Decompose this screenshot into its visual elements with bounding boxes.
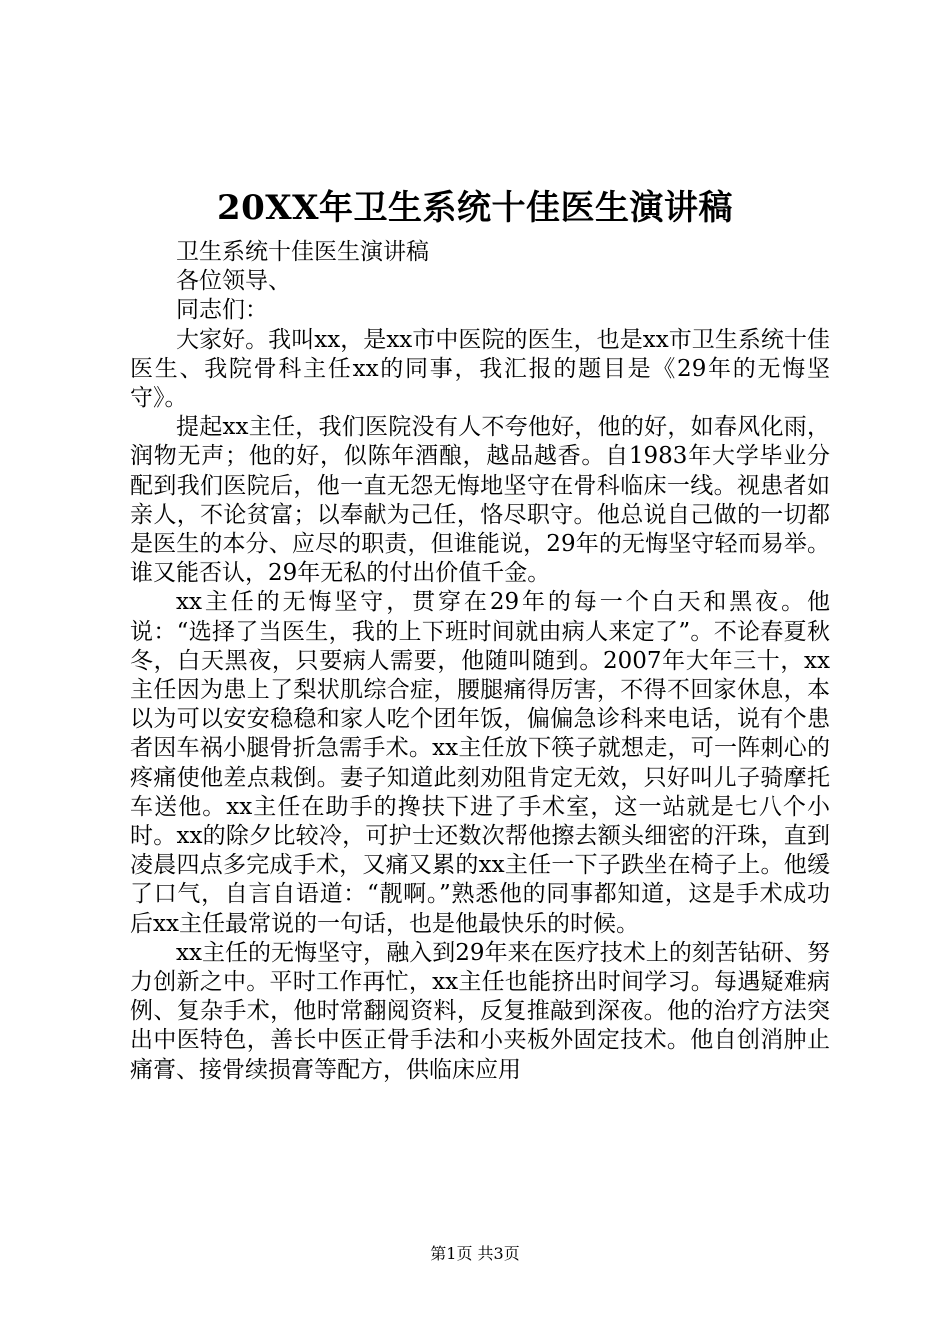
paragraph-dedication: xx主任的无悔坚守，贯穿在29年的每一个白天和黑夜。他说：“选择了当医生，我的上下班时间就由病人来定了”。不论春夏秋冬，白天黑夜，只要病人需要，他随叫随到。2007年大年三十，xx主任因为患上了梨状肌综合症，腰腿痛得厉害，不得不回家休息，本以为可以安安稳稳和家人吃个团年饭，偏偏急诊科来电话，说有个患者因车祸小腿骨折急需手术。xx主任放下筷子就想走，可一阵刺心的疼痛使他差点栽倒。妻子知道此刻劝阻肯定无效，只好叫儿子骑摩托车送他。xx主任在助手的搀扶下进了手术室，这一站就是七八个小时。xx的除夕比较冷，可护士还数次帮他擦去额头细密的汗珠，直到凌晨四点多完成手术，又痛又累的xx主任一下子跌坐在椅子上。他缓了口气，自言自语道：“靓啊。”熟悉他的同事都知道，这是手术成功后xx主任最常说的一句话，也是他最快乐的时候。 [130, 589, 830, 937]
salutation-comrades: 同志们： [176, 297, 268, 324]
paragraph-intro: 大家好。我叫xx，是xx市中医院的医生，也是xx市卫生系统十佳医生、我院骨科主任xx的同事，我汇报的题目是《29年的无悔坚守》。 [130, 326, 830, 412]
document-body [130, 238, 830, 1085]
page-footer: 第1页 共3页 [430, 1244, 520, 1263]
salutation-leaders: 各位领导、 [176, 268, 291, 295]
document-title: 20XX年卫生系统十佳医生演讲稿 [216, 188, 734, 228]
subtitle-line: 卫生系统十佳医生演讲稿 [176, 239, 429, 265]
paragraph-praise: 提起xx主任，我们医院没有人不夸他好，他的好，如春风化雨，润物无声；他的好，似陈年酒酿，越品越香。自1983年大学毕业分配到我们医院后，他一直无怨无悔地坚守在骨科临床一线。视患者如亲人，不论贫富；以奉献为己任，恪尽职守。他总说自己做的一切都是医生的本分、应尽的职责，但谁能说，29年的无悔坚守轻而易举。谁又能否认，29年无私的付出价值千金。 [130, 414, 830, 587]
paragraph-research: xx主任的无悔坚守，融入到29年来在医疗技术上的刻苦钻研、努力创新之中。平时工作再忙，xx主任也能挤出时间学习。每遇疑难病例、复杂手术，他时常翻阅资料，反复推敲到深夜。他的治疗方法突出中医特色，善长中医正骨手法和小夹板外固定技术。他自创消肿止痛膏、接骨续损膏等配方，供临床应用 [130, 939, 830, 1083]
